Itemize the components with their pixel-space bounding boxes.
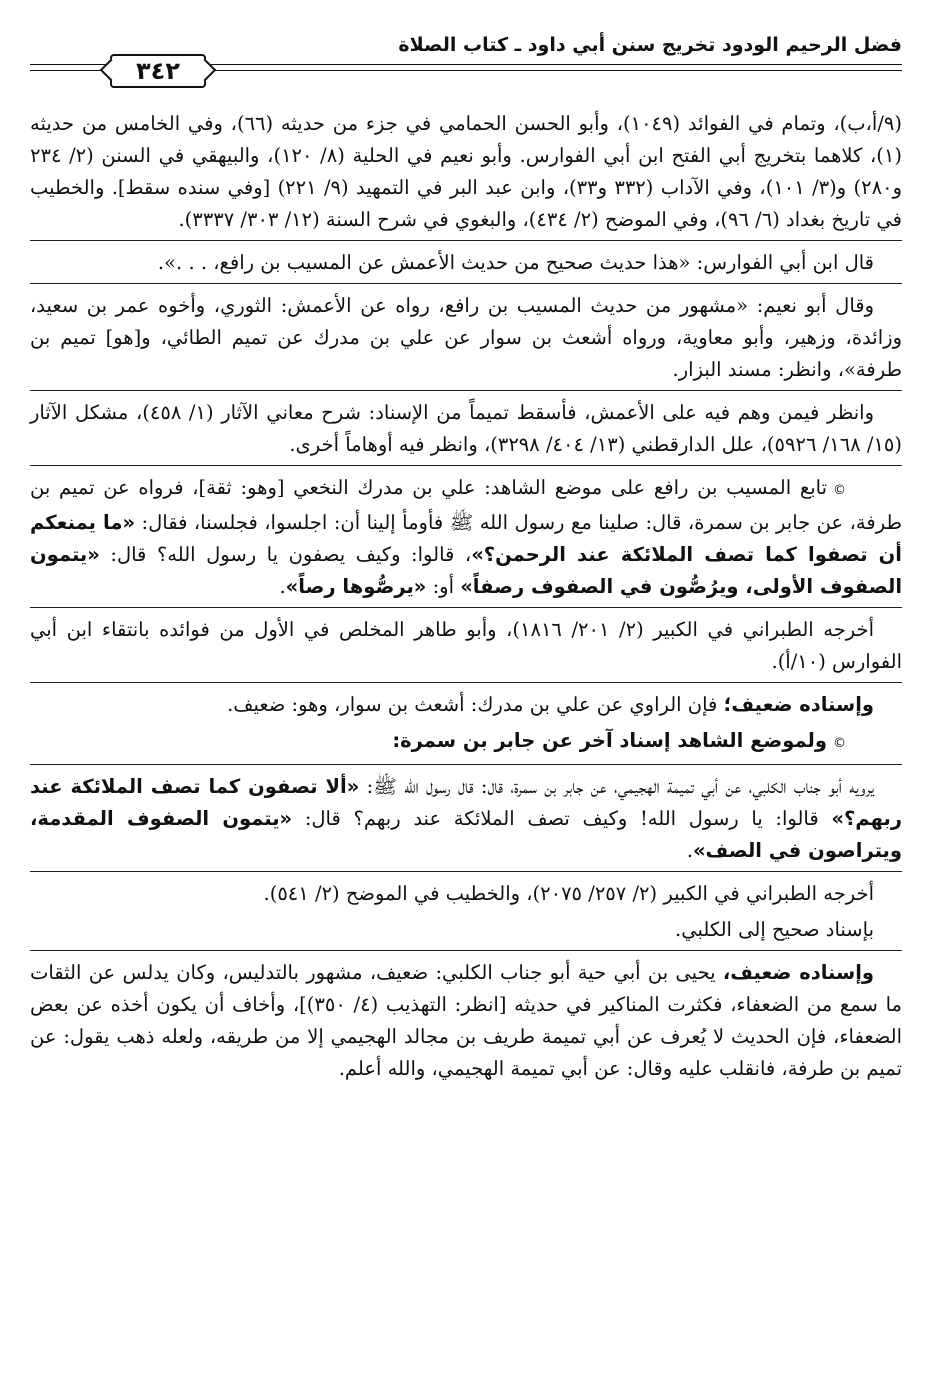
paragraph-isnad-weak-2: [30, 957, 902, 1085]
hadith-quote: «ما يمنعكم أن تصفوا كما تصف الملائكة عند الرحمن؟»: [30, 511, 902, 566]
text-segment: .: [686, 839, 693, 862]
paragraph-abu-nuaym: وقال أبو نعيم: «مشهور من حديث المسيب بن رافع، رواه عن الأعمش: الثوري، وأخوه عمر بن سعيد، وزائدة، وزهير، وأبو معاوية، ورواه أشعث بن سوار عن علي بن مدرك عن تميم الطائي، و[هو] تميم بن طرفة»، وانظر: مسند البزار.: [30, 294, 902, 381]
divider: [30, 764, 902, 765]
running-title: فضل الرحيم الودود تخريج سنن أبي داود ـ كتاب الصلاة: [398, 34, 902, 56]
page-header: [30, 22, 902, 92]
isnad-verdict: وإسناده ضعيف،: [722, 961, 874, 984]
paragraph-wahm: وانظر فيمن وهم فيه على الأعمش، فأسقط تميماً من الإسناد: شرح معاني الآثار (١/ ٤٥٨)، مشكل الآثار (١٥/ ١٦٨/ ٥٩٢٦)، علل الدارقطني (١٣/ ٤٠٤/ ٣٢٩٨)، وانظر فيه أوهاماً أخرى.: [30, 401, 902, 456]
text-segment: يرويه أبو جناب الكلبي، عن أبي تميمة الهجيمي، عن جابر بن سمرة، قال: قال رسول الله ﷺ:: [359, 775, 874, 798]
hadith-quote: «يرصُّوها رصاً»: [285, 575, 427, 598]
text-segment: قالوا: يا رسول الله! وكيف تصف الملائكة عند ربهم؟ قال:: [292, 807, 832, 830]
paragraph-isnad-weak-1: [30, 689, 902, 721]
paragraph-tabarani-1: أخرجه الطبراني في الكبير (٢/ ٢٠١/ ١٨١٦)، وأبو طاهر المخلص في الأول من فوائده بانتقاء ابن أبي الفوارس (١٠/أ).: [30, 618, 902, 673]
divider: [30, 950, 902, 951]
divider: [30, 607, 902, 608]
paragraph-sound-isnad: بإسناد صحيح إلى الكلبي.: [675, 918, 874, 941]
bullet-icon: ©: [833, 736, 846, 751]
paragraph-abu-janab: [30, 771, 902, 867]
paragraph-mutabaah: [30, 472, 902, 603]
divider: [30, 390, 902, 391]
text-segment: .: [279, 575, 286, 598]
paragraph-another-isnad: [30, 725, 902, 760]
page-number: ٣٤٢: [110, 54, 206, 88]
text-segment: تابع المسيب بن رافع على موضع الشاهد: علي بن مدرك النخعي [وهو: ثقة]، فرواه عن تميم بن طرفة، عن جابر بن سمرة، قال: صلينا مع رسول الله ﷺ فأومأ إلينا أن: اجلسوا، فجلسنا، فقال:: [30, 476, 902, 534]
divider: [30, 465, 902, 466]
hadith-quote: «يتمون الصفوف الأولى، ويرُصُّون في الصفوف رصفاً»: [30, 543, 902, 598]
page-body: [30, 108, 902, 1089]
divider: [30, 240, 902, 241]
text-segment: فإن الراوي عن علي بن مدرك: أشعث بن سوار، وهو: ضعيف.: [227, 693, 724, 716]
isnad-verdict: وإسناده ضعيف؛: [723, 693, 874, 716]
divider: [30, 682, 902, 683]
hadith-quote: «ألا تصفون كما تصف الملائكة عند ربهم؟»: [30, 775, 902, 830]
divider: [30, 871, 902, 872]
divider: [30, 283, 902, 284]
section-heading: ولموضع الشاهد إسناد آخر عن جابر بن سمرة:: [392, 729, 827, 752]
paragraph-citations: (٩/أ،ب)، وتمام في الفوائد (١٠٤٩)، وأبو الحسن الحمامي في جزء من حديثه (٦٦)، وفي الخامس من حديثه (١)، كلاهما بتخريج أبي الفتح ابن أبي الفوارس. وأبو نعيم في الحلية (٨/ ١٢٠)، والبيهقي في السنن (٢/ ٢٣٤ و٢٨٠) و(٣/ ١٠١)، وفي الآداب (٣٣٢ و٣٣)، وابن عبد البر في التمهيد (٩/ ٢٢١) [وفي سنده سقط]. والخطيب في تاريخ بغداد (٦/ ٩٦)، وفي الموضح (٢/ ٤٣٤)، والبغوي في شرح السنة (١٢/ ٣٠٣/ ٣٣٣٧).: [30, 112, 903, 231]
hadith-quote: «يتمون الصفوف المقدمة، ويتراصون في الصف»: [30, 807, 902, 862]
paragraph-ibn-abi-alfawaris: قال ابن أبي الفوارس: «هذا حديث صحيح من حديث الأعمش عن المسيب بن رافع، . . .».: [157, 251, 874, 274]
bullet-icon: ©: [833, 483, 846, 498]
paragraph-tabarani-2: أخرجه الطبراني في الكبير (٢/ ٢٥٧/ ٢٠٧٥)، والخطيب في الموضح (٢/ ٥٤١).: [263, 882, 874, 905]
text-segment: ، قالوا: وكيف يصفون يا رسول الله؟ قال:: [99, 543, 472, 566]
text-segment: أو:: [426, 575, 461, 598]
text-segment: يحيى بن أبي حية أبو جناب الكلبي: ضعيف، مشهور بالتدليس، وكان يدلس عن الثقات ما سمع من الضعفاء، فكثرت المناكير في حديثه [انظر: التهذيب (٤/ ٣٥٠)]، وأخاف أن يكون أخذه عن بعض الضعفاء، فإن الحديث لا يُعرف عن أبي تميمة طريف بن مجالد الهجيمي إلا من طريقه، ولعله ذهب يقول: عن تميم بن طرفة، فانقلب عليه وقال: عن أبي تميمة الهجيمي، والله أعلم.: [30, 961, 902, 1080]
book-page: [30, 22, 902, 1372]
